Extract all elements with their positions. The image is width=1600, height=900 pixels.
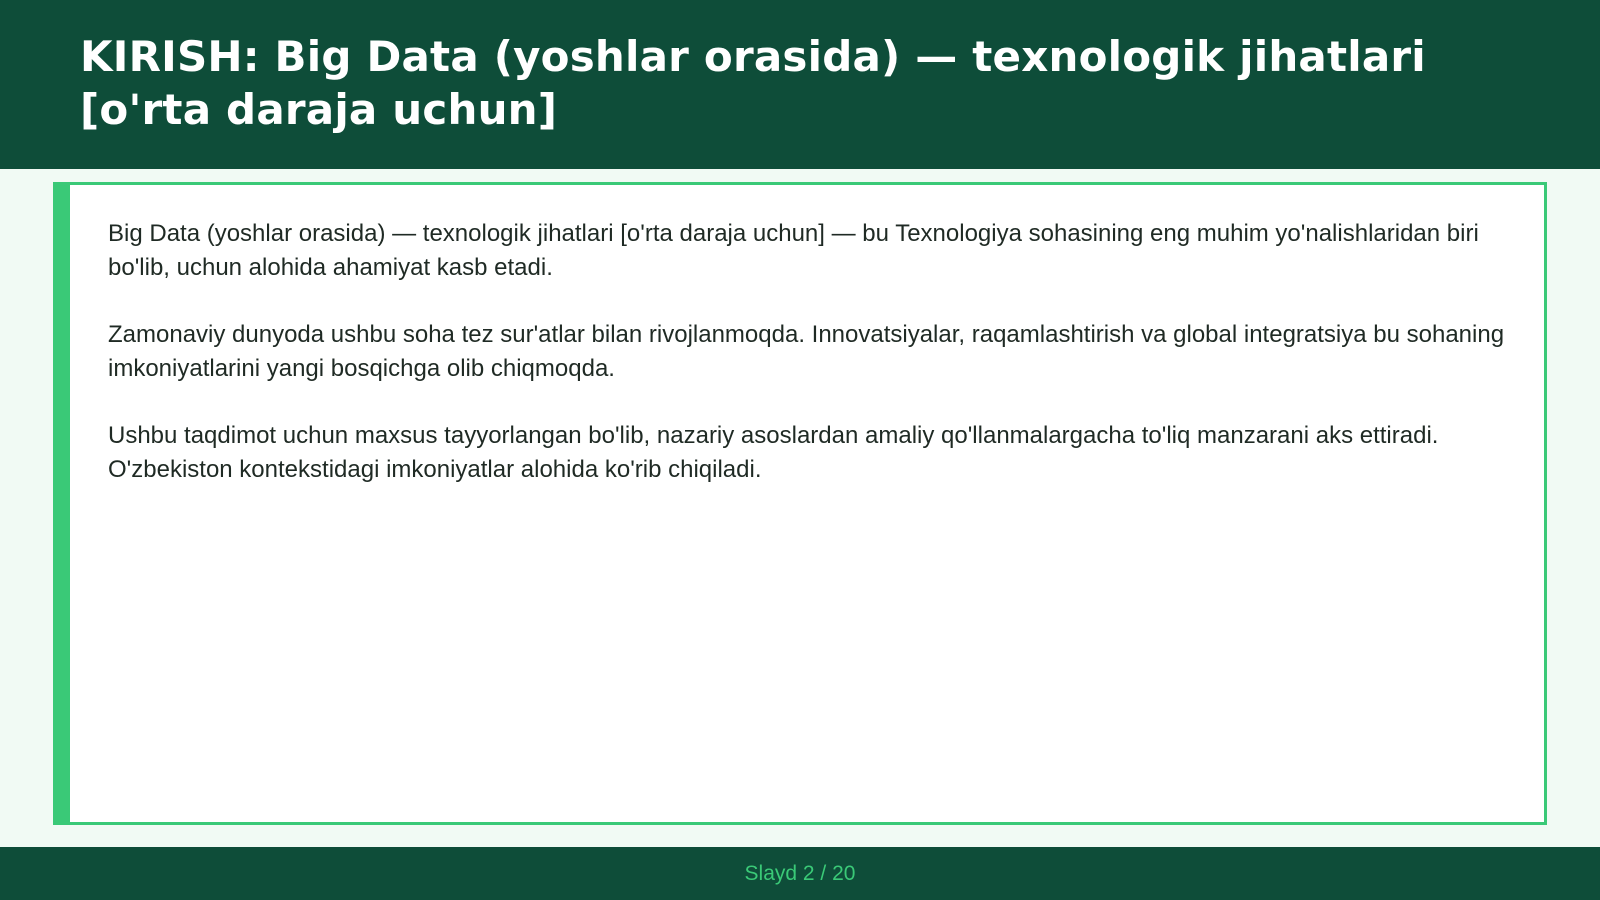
slide-footer (0, 847, 1600, 900)
paragraph-modern-world: Zamonaviy dunyoda ushbu soha tez sur'atlar bilan rivojlanmoqda. Innovatsiyalar, raqamlashtirish va global integratsiya bu sohaning imkoniyatlarini yangi bosqichga olib chiqmoqda. (108, 321, 1505, 382)
slide-counter: Slayd 2 / 20 (744, 861, 856, 885)
slide-title: KIRISH: Big Data (yoshlar orasida) — texnologik jihatlari [o'rta daraja uchun] (80, 32, 1426, 134)
content-card (53, 182, 1547, 825)
paragraph-presentation-scope: Ushbu taqdimot uchun maxsus tayyorlangan bo'lib, nazariy asoslardan amaliy qo'llanmalargacha to'liq manzarani aks ettiradi. O'zbekiston kontekstidagi imkoniyatlar alohida ko'rib chiqiladi. (108, 422, 1439, 483)
paragraph-intro: Big Data (yoshlar orasida) — texnologik jihatlari [o'rta daraja uchun] — bu Texnologiya sohasining eng muhim yo'nalishlaridan biri bo'lib, uchun alohida ahamiyat kasb etadi. (108, 220, 1479, 281)
slide-header (0, 0, 1600, 169)
